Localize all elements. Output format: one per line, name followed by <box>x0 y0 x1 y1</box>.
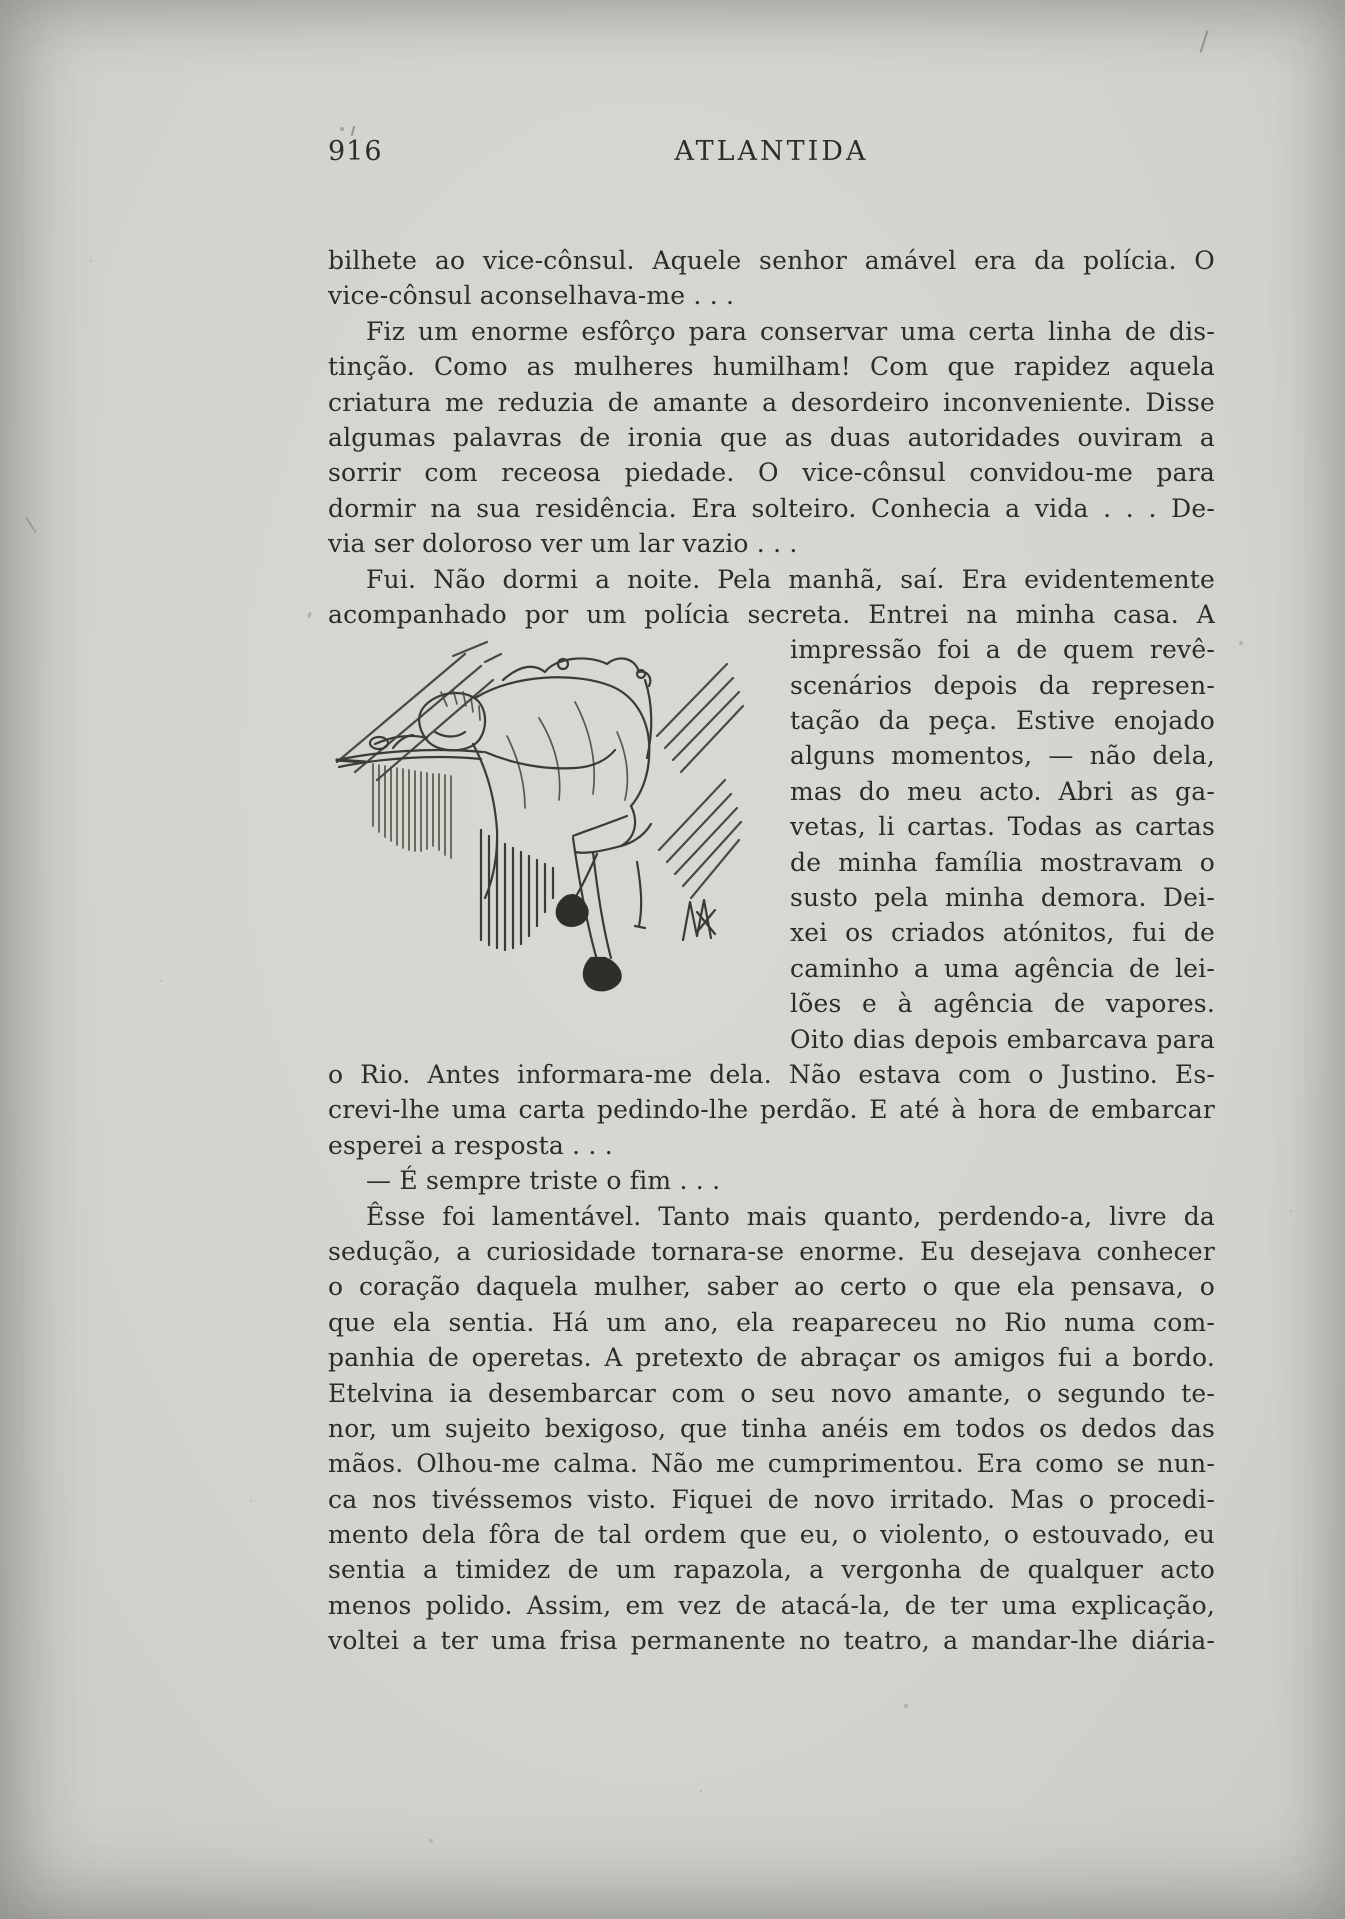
running-header <box>328 136 1215 170</box>
text-line: menos polido. Assim, em vez de atacá-la, de ter uma explicação, <box>328 1590 1215 1620</box>
text-line: esperei a resposta . . . <box>328 1130 613 1160</box>
text-line-wrapped: de minha família mostravam o <box>790 847 1215 877</box>
text-line: acompanhado por um polícia secreta. Entrei na minha casa. A <box>328 599 1215 629</box>
text-line: Fui. Não dormi a noite. Pela manhã, saí. Era evidentemente <box>366 564 1215 594</box>
scan-artifact-mark <box>1199 30 1208 52</box>
book-illustration-sleeping-man <box>335 640 745 1000</box>
text-line: vice-cônsul aconselhava-me . . . <box>328 281 735 311</box>
scan-artifact-mark <box>25 517 36 533</box>
text-line: voltei a ter uma frisa permanente no teatro, a mandar-lhe diária- <box>328 1626 1215 1656</box>
text-line: dormir na sua residência. Era solteiro. Conhecia a vida . . . De- <box>328 493 1215 523</box>
text-line-wrapped: caminho a uma agência de lei- <box>790 953 1215 983</box>
text-line: sorrir com receosa piedade. O vice-cônsul convidou-me para <box>328 458 1215 488</box>
text-line: nor, um sujeito bexigoso, que tinha anéis em todos os dedos das <box>328 1413 1215 1443</box>
text-line-wrapped: scenários depois da represen- <box>790 670 1215 700</box>
text-line: crevi-lhe uma carta pedindo-lhe perdão. E até à hora de embarcar <box>328 1095 1215 1125</box>
scan-artifact-mark <box>307 612 313 619</box>
text-line-wrapped: mas do meu acto. Abri as ga- <box>790 776 1215 806</box>
text-line-wrapped: susto pela minha demora. Dei- <box>790 883 1215 913</box>
scan-artifact-mark <box>351 126 355 136</box>
text-line: ca nos tivéssemos visto. Fiquei de novo irritado. Mas o procedi- <box>328 1484 1215 1514</box>
text-line-wrapped: tação da peça. Estive enojado <box>790 706 1215 736</box>
text-line: sedução, a curiosidade tornara-se enorme. Eu desejava conhecer <box>328 1236 1215 1266</box>
text-line-wrapped: lões e à agência de vapores. <box>790 989 1215 1019</box>
text-line: criatura me reduzia de amante a desordeiro inconveniente. Disse <box>328 387 1215 417</box>
text-line-dialogue: — É sempre triste o fim . . . <box>366 1166 721 1196</box>
text-line-wrapped: vetas, li cartas. Todas as cartas <box>790 812 1215 842</box>
page-number: 916 <box>328 136 383 167</box>
text-line: Fiz um enorme esfôrço para conservar uma certa linha de dis- <box>366 316 1215 346</box>
paper-speckle <box>0 0 2 2</box>
text-line: Êsse foi lamentável. Tanto mais quanto, perdendo-a, livre da <box>366 1201 1215 1231</box>
text-line-wrapped: impressão foi a de quem revê- <box>790 635 1215 665</box>
text-line: mento dela fôra de tal ordem que eu, o violento, o estouvado, eu <box>328 1520 1215 1550</box>
text-line: bilhete ao vice-cônsul. Aquele senhor amável era da polícia. O <box>328 246 1215 275</box>
table <box>337 750 483 858</box>
text-line: Etelvina ia desembarcar com o seu novo amante, o segundo te- <box>328 1378 1215 1408</box>
text-line: via ser doloroso ver um lar vazio . . . <box>328 529 798 559</box>
text-line: algumas palavras de ironia que as duas autoridades ouviram a <box>328 422 1215 452</box>
text-line: o Rio. Antes informara-me dela. Não estava com o Justino. Es- <box>328 1059 1215 1089</box>
text-line: o coração daquela mulher, saber ao certo o que ela pensava, o <box>328 1272 1215 1302</box>
text-line: tinção. Como as mulheres humilham! Com que rapidez aquela <box>328 352 1215 382</box>
text-line: que ela sentia. Há um ano, ela reapareceu no Rio numa com- <box>328 1307 1215 1337</box>
header-title: ATLANTIDA <box>674 136 869 167</box>
background-hatching-right <box>657 664 743 898</box>
text-line-wrapped: xei os criados atónitos, fui de <box>790 918 1215 948</box>
shadow-hatching <box>481 830 553 950</box>
text-line: sentia a timidez de um rapazola, a vergonha de qualquer acto <box>328 1555 1215 1585</box>
illustration-svg <box>335 640 745 1000</box>
artist-monogram <box>683 900 715 940</box>
text-line: panhia de operetas. A pretexto de abraçar os amigos fui a bordo. <box>328 1343 1215 1373</box>
text-line-wrapped: Oito dias depois embarcava para <box>790 1024 1215 1054</box>
text-line-wrapped: alguns momentos, — não dela, <box>790 741 1215 771</box>
text-line: mãos. Olhou-me calma. Não me cumprimentou. Era como se nun- <box>328 1449 1215 1479</box>
